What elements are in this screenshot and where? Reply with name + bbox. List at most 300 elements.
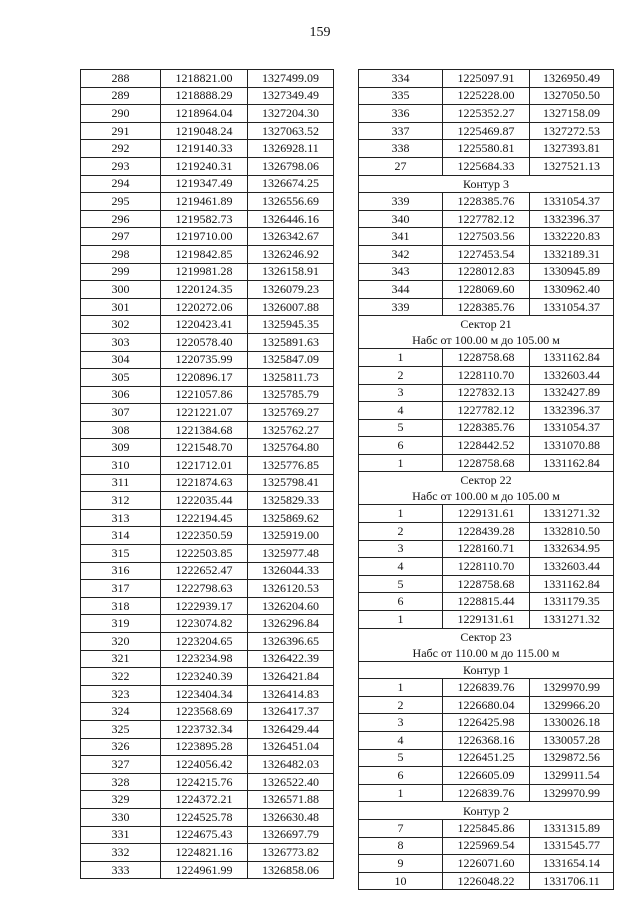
- point-number: 292: [81, 140, 161, 158]
- y-coordinate: 1331162.84: [530, 454, 614, 472]
- x-coordinate: 1221548.70: [161, 439, 248, 457]
- y-coordinate: 1332634.95: [530, 540, 614, 558]
- point-number: 294: [81, 175, 161, 193]
- x-coordinate: 1226605.09: [443, 767, 530, 785]
- x-coordinate: 1224675.43: [161, 826, 248, 844]
- x-coordinate: 1223234.98: [161, 650, 248, 668]
- x-coordinate: 1227832.13: [443, 384, 530, 402]
- point-number: 309: [81, 439, 161, 457]
- y-coordinate: 1327521.13: [530, 157, 614, 175]
- point-number: 304: [81, 351, 161, 369]
- point-number: 324: [81, 703, 161, 721]
- x-coordinate: 1225969.54: [443, 837, 530, 855]
- point-number: 1: [359, 611, 443, 629]
- point-number: 342: [359, 245, 443, 263]
- x-coordinate: 1219240.31: [161, 157, 248, 175]
- x-coordinate: 1223074.82: [161, 615, 248, 633]
- section-row: [359, 175, 614, 193]
- y-coordinate: 1329970.99: [530, 784, 614, 802]
- point-number: 302: [81, 316, 161, 334]
- point-number: 290: [81, 105, 161, 123]
- y-coordinate: 1332220.83: [530, 228, 614, 246]
- y-coordinate: 1327204.30: [248, 105, 334, 123]
- point-number: 291: [81, 122, 161, 140]
- x-coordinate: 1224961.99: [161, 861, 248, 879]
- x-coordinate: 1228110.70: [443, 366, 530, 384]
- table-row: [359, 210, 614, 228]
- x-coordinate: 1228069.60: [443, 281, 530, 299]
- y-coordinate: 1330962.40: [530, 281, 614, 299]
- point-number: 8: [359, 837, 443, 855]
- y-coordinate: 1325847.09: [248, 351, 334, 369]
- point-number: 312: [81, 492, 161, 510]
- table-row: [359, 714, 614, 732]
- point-number: 301: [81, 298, 161, 316]
- x-coordinate: 1219140.33: [161, 140, 248, 158]
- section-subtitle: Набс от 100.00 м до 105.00 м: [412, 489, 560, 504]
- point-number: 337: [359, 122, 443, 140]
- point-number: 319: [81, 615, 161, 633]
- y-coordinate: 1326422.39: [248, 650, 334, 668]
- table-row: [359, 105, 614, 123]
- y-coordinate: 1327063.52: [248, 122, 334, 140]
- table-row: [359, 732, 614, 750]
- y-coordinate: 1327050.50: [530, 87, 614, 105]
- section-title: Контур 3: [463, 176, 509, 191]
- table-row: [81, 298, 334, 316]
- table-row: [359, 749, 614, 767]
- table-row: [81, 457, 334, 475]
- table-row: [359, 70, 614, 88]
- y-coordinate: 1326120.53: [248, 580, 334, 598]
- table-row: [359, 366, 614, 384]
- y-coordinate: 1329911.54: [530, 767, 614, 785]
- y-coordinate: 1325811.73: [248, 369, 334, 387]
- y-coordinate: 1332810.50: [530, 523, 614, 541]
- y-coordinate: 1326571.88: [248, 791, 334, 809]
- point-number: 330: [81, 808, 161, 826]
- point-number: 341: [359, 228, 443, 246]
- point-number: 313: [81, 509, 161, 527]
- x-coordinate: 1224525.78: [161, 808, 248, 826]
- point-number: 2: [359, 523, 443, 541]
- point-number: 288: [81, 70, 161, 88]
- x-coordinate: 1225228.00: [443, 87, 530, 105]
- table-row: [81, 509, 334, 527]
- table-row: [359, 140, 614, 158]
- point-number: 328: [81, 773, 161, 791]
- y-coordinate: 1326204.60: [248, 597, 334, 615]
- table-row: [81, 527, 334, 545]
- y-coordinate: 1326296.84: [248, 615, 334, 633]
- table-row: [359, 819, 614, 837]
- point-number: 315: [81, 545, 161, 563]
- y-coordinate: 1327499.09: [248, 70, 334, 88]
- x-coordinate: 1219048.24: [161, 122, 248, 140]
- y-coordinate: 1326007.88: [248, 298, 334, 316]
- y-coordinate: 1330026.18: [530, 714, 614, 732]
- x-coordinate: 1228110.70: [443, 558, 530, 576]
- point-number: 333: [81, 861, 161, 879]
- y-coordinate: 1326421.84: [248, 668, 334, 686]
- point-number: 6: [359, 437, 443, 455]
- y-coordinate: 1332427.89: [530, 384, 614, 402]
- y-coordinate: 1329966.20: [530, 696, 614, 714]
- y-coordinate: 1331162.84: [530, 349, 614, 367]
- x-coordinate: 1225469.87: [443, 122, 530, 140]
- point-number: 289: [81, 87, 161, 105]
- point-number: 4: [359, 558, 443, 576]
- table-row: [359, 122, 614, 140]
- point-number: 299: [81, 263, 161, 281]
- y-coordinate: 1326522.40: [248, 773, 334, 791]
- x-coordinate: 1228385.76: [443, 193, 530, 211]
- table-row: [359, 419, 614, 437]
- point-number: 317: [81, 580, 161, 598]
- y-coordinate: 1326674.25: [248, 175, 334, 193]
- table-row: [359, 855, 614, 873]
- table-row: [359, 558, 614, 576]
- table-row: [359, 784, 614, 802]
- x-coordinate: 1224372.21: [161, 791, 248, 809]
- table-row: [81, 157, 334, 175]
- x-coordinate: 1226071.60: [443, 855, 530, 873]
- y-coordinate: 1331070.88: [530, 437, 614, 455]
- table-row: [359, 837, 614, 855]
- point-number: 3: [359, 714, 443, 732]
- x-coordinate: 1222652.47: [161, 562, 248, 580]
- x-coordinate: 1219981.28: [161, 263, 248, 281]
- x-coordinate: 1219582.73: [161, 210, 248, 228]
- point-number: 9: [359, 855, 443, 873]
- x-coordinate: 1218964.04: [161, 105, 248, 123]
- point-number: 297: [81, 228, 161, 246]
- y-coordinate: 1326773.82: [248, 844, 334, 862]
- x-coordinate: 1221384.68: [161, 421, 248, 439]
- table-row: [359, 679, 614, 697]
- y-coordinate: 1325891.63: [248, 333, 334, 351]
- y-coordinate: 1330057.28: [530, 732, 614, 750]
- x-coordinate: 1224821.16: [161, 844, 248, 862]
- x-coordinate: 1218888.29: [161, 87, 248, 105]
- point-number: 3: [359, 540, 443, 558]
- point-number: 303: [81, 333, 161, 351]
- x-coordinate: 1229131.61: [443, 505, 530, 523]
- y-coordinate: 1331315.89: [530, 819, 614, 837]
- y-coordinate: 1332396.37: [530, 402, 614, 420]
- table-row: [359, 402, 614, 420]
- x-coordinate: 1222503.85: [161, 545, 248, 563]
- table-row: [359, 593, 614, 611]
- y-coordinate: 1329970.99: [530, 679, 614, 697]
- x-coordinate: 1228160.71: [443, 540, 530, 558]
- table-row: [81, 808, 334, 826]
- point-number: 329: [81, 791, 161, 809]
- point-number: 308: [81, 421, 161, 439]
- table-row: [359, 872, 614, 890]
- table-row: [81, 773, 334, 791]
- y-coordinate: 1325798.41: [248, 474, 334, 492]
- table-row: [81, 685, 334, 703]
- table-row: [359, 540, 614, 558]
- x-coordinate: 1225684.33: [443, 157, 530, 175]
- x-coordinate: 1226680.04: [443, 696, 530, 714]
- section-row: [359, 802, 614, 820]
- x-coordinate: 1220735.99: [161, 351, 248, 369]
- x-coordinate: 1222798.63: [161, 580, 248, 598]
- y-coordinate: 1325829.33: [248, 492, 334, 510]
- x-coordinate: 1226425.98: [443, 714, 530, 732]
- section-subtitle: Набс от 110.00 м до 115.00 м: [412, 645, 560, 660]
- point-number: 340: [359, 210, 443, 228]
- table-row: [359, 245, 614, 263]
- point-number: 316: [81, 562, 161, 580]
- table-row: [81, 650, 334, 668]
- point-number: 295: [81, 193, 161, 211]
- x-coordinate: 1219842.85: [161, 245, 248, 263]
- point-number: 310: [81, 457, 161, 475]
- x-coordinate: 1228012.83: [443, 263, 530, 281]
- table-row: [359, 384, 614, 402]
- table-row: [81, 474, 334, 492]
- y-coordinate: 1326950.49: [530, 70, 614, 88]
- x-coordinate: 1223404.34: [161, 685, 248, 703]
- point-number: 293: [81, 157, 161, 175]
- y-coordinate: 1331271.32: [530, 505, 614, 523]
- point-number: 318: [81, 597, 161, 615]
- x-coordinate: 1227782.12: [443, 210, 530, 228]
- y-coordinate: 1331054.37: [530, 298, 614, 316]
- x-coordinate: 1226451.25: [443, 749, 530, 767]
- table-row: [359, 228, 614, 246]
- y-coordinate: 1326451.04: [248, 738, 334, 756]
- x-coordinate: 1223204.65: [161, 633, 248, 651]
- x-coordinate: 1228758.68: [443, 349, 530, 367]
- point-number: 314: [81, 527, 161, 545]
- table-row: [359, 437, 614, 455]
- table-row: [81, 756, 334, 774]
- section-subtitle: Набс от 100.00 м до 105.00 м: [412, 333, 560, 348]
- point-number: 322: [81, 668, 161, 686]
- x-coordinate: 1222194.45: [161, 509, 248, 527]
- x-coordinate: 1225580.81: [443, 140, 530, 158]
- point-number: 305: [81, 369, 161, 387]
- y-coordinate: 1326417.37: [248, 703, 334, 721]
- point-number: 4: [359, 402, 443, 420]
- table-row: [81, 122, 334, 140]
- x-coordinate: 1228758.68: [443, 575, 530, 593]
- table-row: [81, 351, 334, 369]
- x-coordinate: 1228758.68: [443, 454, 530, 472]
- point-number: 300: [81, 281, 161, 299]
- table-row: [81, 404, 334, 422]
- table-row: [81, 633, 334, 651]
- y-coordinate: 1325945.35: [248, 316, 334, 334]
- y-coordinate: 1325762.27: [248, 421, 334, 439]
- x-coordinate: 1223732.34: [161, 720, 248, 738]
- x-coordinate: 1226368.16: [443, 732, 530, 750]
- y-coordinate: 1331162.84: [530, 575, 614, 593]
- table-row: [81, 245, 334, 263]
- point-number: 311: [81, 474, 161, 492]
- table-row: [81, 140, 334, 158]
- y-coordinate: 1325769.27: [248, 404, 334, 422]
- table-row: [81, 826, 334, 844]
- y-coordinate: 1327393.81: [530, 140, 614, 158]
- x-coordinate: 1225352.27: [443, 105, 530, 123]
- y-coordinate: 1332603.44: [530, 558, 614, 576]
- y-coordinate: 1326342.67: [248, 228, 334, 246]
- point-number: 6: [359, 593, 443, 611]
- x-coordinate: 1227453.54: [443, 245, 530, 263]
- y-coordinate: 1325977.48: [248, 545, 334, 563]
- point-number: 1: [359, 679, 443, 697]
- table-row: [81, 738, 334, 756]
- table-row: [359, 193, 614, 211]
- y-coordinate: 1331179.35: [530, 593, 614, 611]
- section-title: Сектор 23: [460, 629, 512, 644]
- y-coordinate: 1325919.00: [248, 527, 334, 545]
- table-row: [81, 615, 334, 633]
- y-coordinate: 1326079.23: [248, 281, 334, 299]
- point-number: 326: [81, 738, 161, 756]
- table-row: [81, 597, 334, 615]
- point-number: 325: [81, 720, 161, 738]
- table-row: [81, 105, 334, 123]
- point-number: 339: [359, 298, 443, 316]
- y-coordinate: 1326556.69: [248, 193, 334, 211]
- point-number: 306: [81, 386, 161, 404]
- x-coordinate: 1219710.00: [161, 228, 248, 246]
- point-number: 321: [81, 650, 161, 668]
- section-row: [359, 628, 614, 661]
- y-coordinate: 1330945.89: [530, 263, 614, 281]
- section-row: [359, 472, 614, 505]
- x-coordinate: 1224056.42: [161, 756, 248, 774]
- table-row: [81, 386, 334, 404]
- point-number: 1: [359, 505, 443, 523]
- point-number: 331: [81, 826, 161, 844]
- point-number: 2: [359, 366, 443, 384]
- table-row: [81, 439, 334, 457]
- y-coordinate: 1325869.62: [248, 509, 334, 527]
- x-coordinate: 1220272.06: [161, 298, 248, 316]
- y-coordinate: 1326630.48: [248, 808, 334, 826]
- point-number: 344: [359, 281, 443, 299]
- table-row: [81, 87, 334, 105]
- point-number: 6: [359, 767, 443, 785]
- point-number: 7: [359, 819, 443, 837]
- table-row: [81, 492, 334, 510]
- point-number: 27: [359, 157, 443, 175]
- x-coordinate: 1223568.69: [161, 703, 248, 721]
- table-row: [81, 175, 334, 193]
- y-coordinate: 1331271.32: [530, 611, 614, 629]
- y-coordinate: 1326446.16: [248, 210, 334, 228]
- y-coordinate: 1327272.53: [530, 122, 614, 140]
- table-row: [81, 791, 334, 809]
- y-coordinate: 1331054.37: [530, 419, 614, 437]
- x-coordinate: 1220423.41: [161, 316, 248, 334]
- point-number: 5: [359, 419, 443, 437]
- table-row: [81, 210, 334, 228]
- point-number: 332: [81, 844, 161, 862]
- x-coordinate: 1219347.49: [161, 175, 248, 193]
- y-coordinate: 1325785.79: [248, 386, 334, 404]
- y-coordinate: 1325776.85: [248, 457, 334, 475]
- x-coordinate: 1227782.12: [443, 402, 530, 420]
- y-coordinate: 1331706.11: [530, 872, 614, 890]
- y-coordinate: 1326429.44: [248, 720, 334, 738]
- table-row: [81, 861, 334, 879]
- x-coordinate: 1226048.22: [443, 872, 530, 890]
- x-coordinate: 1222939.17: [161, 597, 248, 615]
- table-row: [81, 369, 334, 387]
- x-coordinate: 1227503.56: [443, 228, 530, 246]
- y-coordinate: 1326928.11: [248, 140, 334, 158]
- point-number: 323: [81, 685, 161, 703]
- y-coordinate: 1331054.37: [530, 193, 614, 211]
- y-coordinate: 1326044.33: [248, 562, 334, 580]
- table-row: [359, 349, 614, 367]
- point-number: 343: [359, 263, 443, 281]
- table-row: [359, 505, 614, 523]
- x-coordinate: 1221874.63: [161, 474, 248, 492]
- point-number: 10: [359, 872, 443, 890]
- section-title: Сектор 21: [460, 317, 512, 332]
- x-coordinate: 1221221.07: [161, 404, 248, 422]
- table-row: [359, 575, 614, 593]
- y-coordinate: 1331654.14: [530, 855, 614, 873]
- y-coordinate: 1326414.83: [248, 685, 334, 703]
- point-number: 298: [81, 245, 161, 263]
- x-coordinate: 1219461.89: [161, 193, 248, 211]
- table-row: [81, 228, 334, 246]
- point-number: 307: [81, 404, 161, 422]
- point-number: 339: [359, 193, 443, 211]
- x-coordinate: 1222350.59: [161, 527, 248, 545]
- x-coordinate: 1225845.86: [443, 819, 530, 837]
- x-coordinate: 1229131.61: [443, 611, 530, 629]
- table-row: [81, 281, 334, 299]
- point-number: 5: [359, 749, 443, 767]
- table-row: [359, 263, 614, 281]
- x-coordinate: 1220896.17: [161, 369, 248, 387]
- table-row: [359, 157, 614, 175]
- x-coordinate: 1226839.76: [443, 784, 530, 802]
- x-coordinate: 1220578.40: [161, 333, 248, 351]
- y-coordinate: 1327158.09: [530, 105, 614, 123]
- table-row: [81, 545, 334, 563]
- point-number: 3: [359, 384, 443, 402]
- point-number: 338: [359, 140, 443, 158]
- section-row: [359, 316, 614, 349]
- y-coordinate: 1327349.49: [248, 87, 334, 105]
- table-row: [81, 193, 334, 211]
- point-number: 5: [359, 575, 443, 593]
- section-title: Сектор 22: [460, 473, 512, 488]
- table-row: [359, 767, 614, 785]
- y-coordinate: 1326482.03: [248, 756, 334, 774]
- section-title: Контур 2: [463, 803, 509, 818]
- y-coordinate: 1326396.65: [248, 633, 334, 651]
- table-row: [359, 281, 614, 299]
- x-coordinate: 1228442.52: [443, 437, 530, 455]
- table-row: [81, 562, 334, 580]
- coordinates-table-left: [80, 69, 334, 879]
- table-row: [359, 298, 614, 316]
- table-row: [359, 454, 614, 472]
